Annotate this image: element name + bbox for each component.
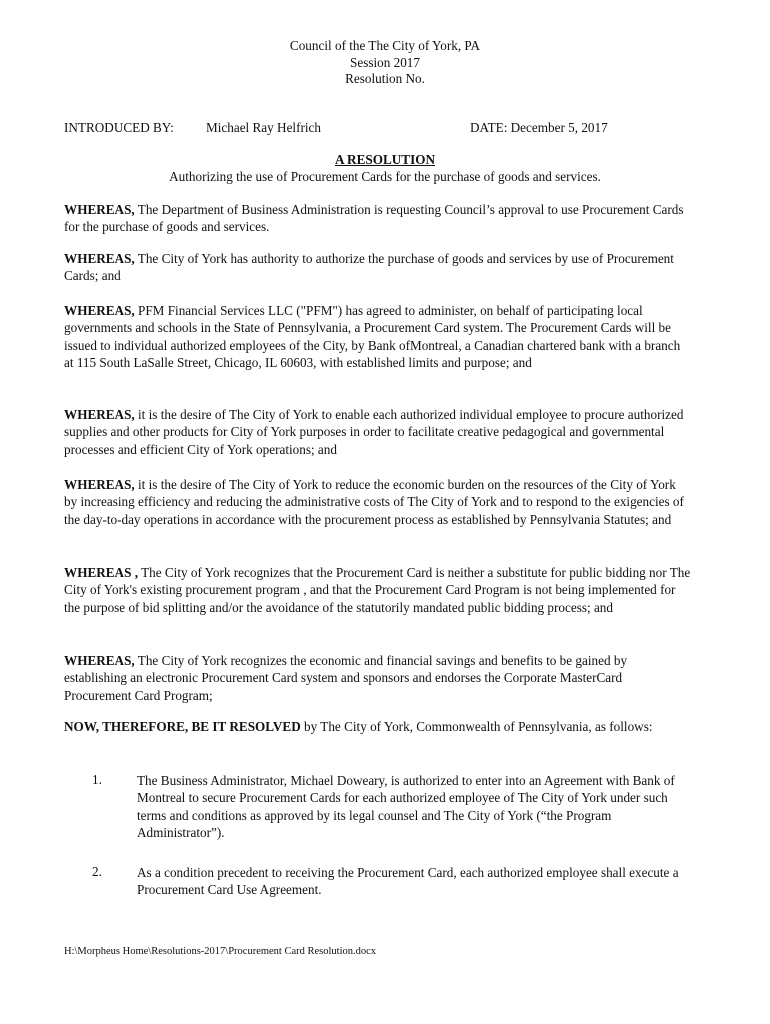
whereas-lead: WHEREAS, [64, 477, 135, 492]
whereas-lead: WHEREAS , [64, 565, 139, 580]
item-number: 2. [92, 864, 102, 879]
whereas-paragraph [64, 406, 692, 458]
whereas-text: The Department of Business Administration is requesting Council’s approval to use Procurement Cards for the purchase of goods and services. [64, 202, 684, 235]
resolved-lead: NOW, THEREFORE, BE IT RESOLVED [64, 719, 301, 734]
whereas-paragraph [64, 201, 692, 236]
item-text: The Business Administrator, Michael Doweary, is authorized to enter into an Agreement with Bank of Montreal to secure Procurement Cards for each authorized employee of The City of York under such terms and conditions as approved by its legal counsel and The City of York (“the Program Administrator”). [137, 773, 675, 840]
document-header [0, 38, 770, 88]
resolved-text: by The City of York, Commonwealth of Pennsylvania, as follows: [300, 719, 653, 734]
whereas-lead: WHEREAS, [64, 202, 135, 217]
resolution-title: A RESOLUTION [334, 152, 436, 167]
whereas-text: The City of York recognizes that the Procurement Card is neither a substitute for public bidding nor The City of York's existing procurement program , and that the Procurement Card Program is not being implemented for the purpose of bid splitting and/or the avoidance of the statutorily mandated public bidding process; and [64, 565, 691, 615]
whereas-lead: WHEREAS, [64, 303, 135, 318]
introduced-row [64, 120, 704, 137]
whereas-lead: WHEREAS, [64, 653, 135, 668]
whereas-text: PFM Financial Services LLC ("PFM") has agreed to administer, on behalf of participating local governments and schools in the State of Pennsylvania, a Procurement Card system. The Procurement Cards will be issued to individual authorized employees of the City, by Bank ofMontreal, a Canadian chartered bank with a branch at 115 South LaSalle Street, Chicago, IL 60603, with established limits and purpose; and [64, 303, 681, 370]
whereas-paragraph [64, 652, 692, 704]
council-title: Council of the The City of York, PA [289, 38, 481, 53]
introduced-by-name: Michael Ray Helfrich [206, 120, 321, 135]
whereas-paragraph [64, 302, 692, 371]
resolved-paragraph [64, 718, 692, 735]
whereas-text: it is the desire of The City of York to reduce the economic burden on the resources of the City of York by increasing efficiency and reducing the administrative costs of The City of York and to respond to the exigencies of the day-to-day operations in accordance with the procurement process as established by Pennsylvania Statutes; and [64, 477, 684, 527]
whereas-lead: WHEREAS, [64, 407, 135, 422]
item-text: As a condition precedent to receiving the Procurement Card, each authorized employee shall execute a Procurement Card Use Agreement. [137, 865, 679, 898]
whereas-paragraph [64, 564, 692, 616]
item-number: 1. [92, 772, 102, 787]
session-label: Session 2017 [350, 54, 420, 70]
introduced-by-label: INTRODUCED BY: [64, 120, 174, 135]
resolution-subtitle: Authorizing the use of Procurement Cards for the purchase of goods and services. [169, 169, 601, 184]
file-path-footer: H:\Morpheus Home\Resolutions-2017\Procurement Card Resolution.docx [64, 946, 377, 957]
resolution-date: DATE: December 5, 2017 [470, 120, 608, 135]
whereas-text: The City of York has authority to authorize the purchase of goods and services by use of Procurement Cards; and [64, 251, 674, 284]
whereas-lead: WHEREAS, [64, 251, 135, 266]
resolution-number: Resolution No. [345, 71, 425, 86]
whereas-text: it is the desire of The City of York to enable each authorized individual employee to procure authorized supplies and other products for City of York purposes in order to facilitate creative pedagogical and governmental processes and efficient City of York operations; and [64, 407, 684, 457]
whereas-paragraph [64, 250, 692, 285]
whereas-text: The City of York recognizes the economic and financial savings and benefits to be gained by establishing an electronic Procurement Card system and sponsors and endorses the Corporate MasterCard Procurement Card Program; [64, 653, 628, 703]
whereas-paragraph [64, 476, 692, 528]
